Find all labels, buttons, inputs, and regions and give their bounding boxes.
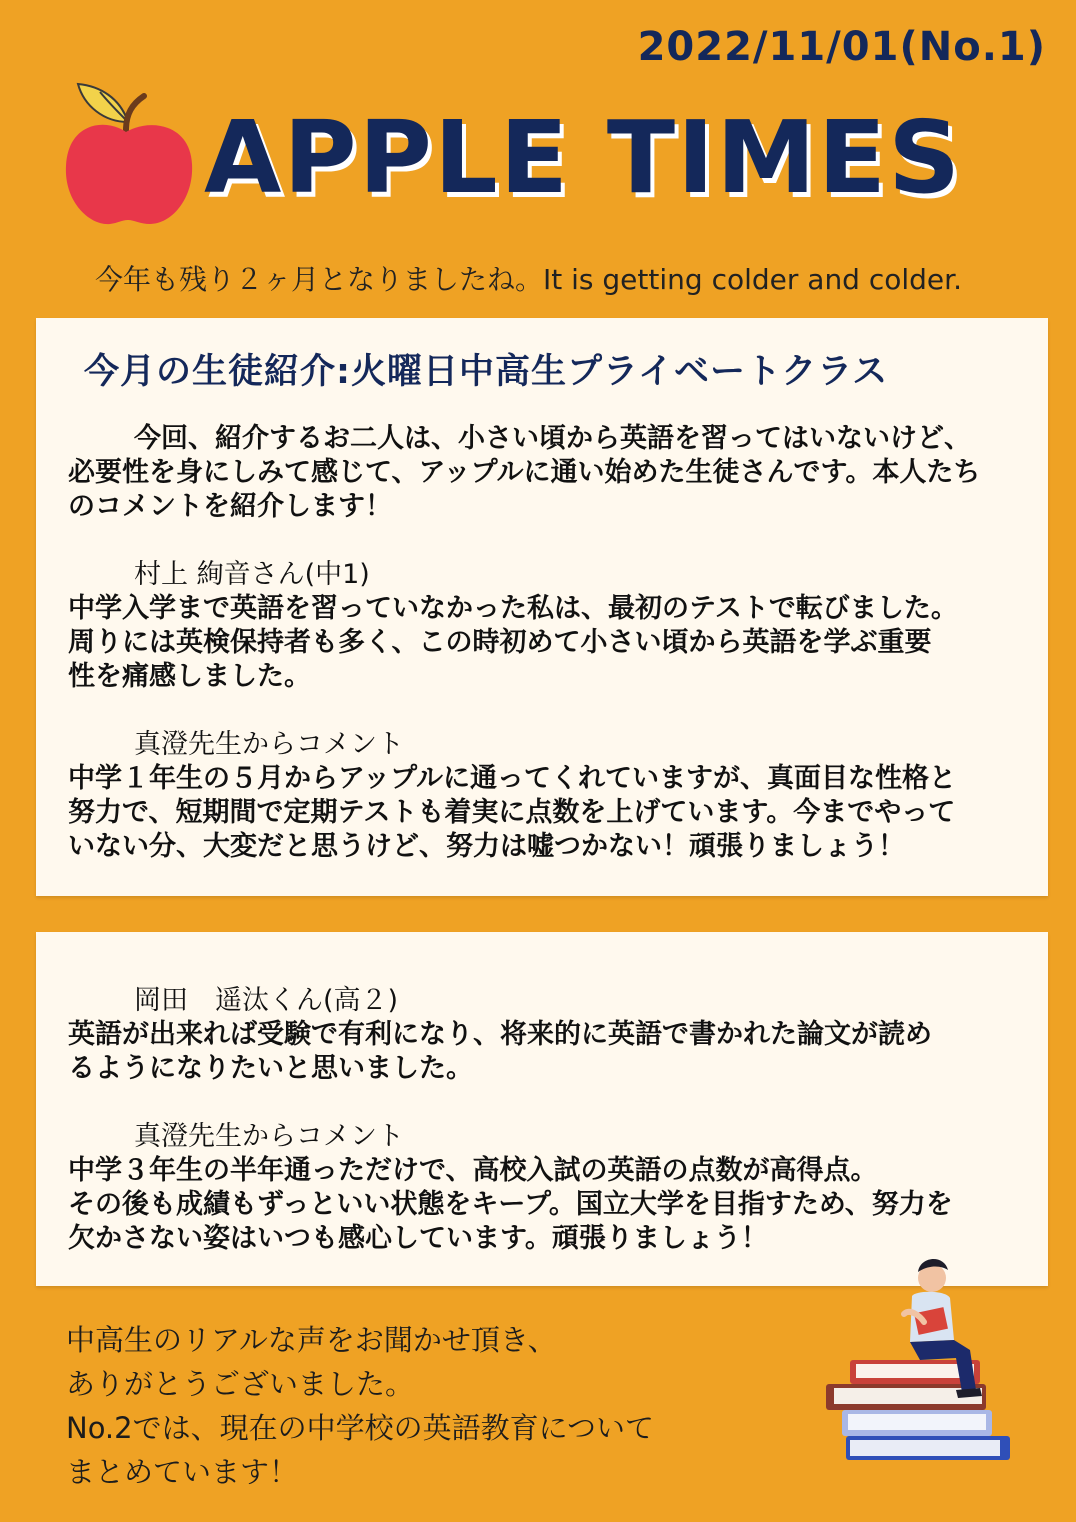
reading-student-illustration bbox=[820, 1250, 1020, 1470]
subtitle: 今年も残り２ヶ月となりましたね。It is getting colder and colder. bbox=[95, 263, 963, 296]
intro-line: 必要性を身にしみて感じて、アップルに通い始めた生徒さんです。本人たち bbox=[68, 457, 981, 488]
student-comment-line: 中学入学まで英語を習っていなかった私は、最初のテストで転びました。 bbox=[68, 593, 958, 624]
teacher-comment-line: 努力で、短期間で定期テストも着実に点数を上げています。今までやって bbox=[68, 797, 956, 828]
card2-body bbox=[68, 984, 1028, 1256]
issue-date: 2022/11/01(No.1) bbox=[637, 24, 1046, 70]
student-name: 村上 絢音さん(中1) bbox=[134, 559, 370, 590]
student-comment-line: 周りには英検保持者も多く、この時初めて小さい頃から英語を学ぶ重要 bbox=[68, 627, 932, 658]
teacher-comment-label: 真澄先生からコメント bbox=[134, 729, 404, 760]
teacher-comment-line: 中学１年生の５月からアップルに通ってくれていますが、真面目な性格と bbox=[68, 763, 957, 794]
student-introduction-card-1 bbox=[36, 318, 1048, 896]
student-comment-line: 英語が出来れば受験で有利になり、将来的に英語で書かれた論文が読め bbox=[68, 1019, 932, 1050]
closing-line: ありがとうございました。 bbox=[66, 1367, 415, 1401]
teacher-comment-line: その後も成績もずっといい状態をキープ。国立大学を目指すため、努力を bbox=[68, 1189, 953, 1220]
card1-body bbox=[68, 422, 1028, 864]
newsletter-title: APPLE TIMES bbox=[204, 99, 963, 216]
closing-line: No.2では、現在の中学校の英語教育について bbox=[66, 1411, 655, 1445]
apple-icon bbox=[60, 78, 200, 228]
intro-line: のコメントを紹介します！ bbox=[68, 491, 392, 522]
student-comment-line: 性を痛感しました。 bbox=[68, 661, 311, 692]
closing-message bbox=[66, 1318, 654, 1494]
student-name: 岡田 遥汰くん(高２) bbox=[134, 985, 399, 1016]
card-heading: 今月の生徒紹介:火曜日中高生プライベートクラス bbox=[84, 352, 889, 392]
teacher-comment-line: 欠かさない姿はいつも感心しています。頑張りましょう！ bbox=[68, 1223, 768, 1254]
student-introduction-card-2 bbox=[36, 932, 1048, 1286]
intro-line: 今回、紹介するお二人は、小さい頃から英語を習ってはいないけど、 bbox=[134, 423, 971, 454]
closing-line: まとめています！ bbox=[66, 1455, 299, 1489]
closing-line: 中高生のリアルな声をお聞かせ頂き、 bbox=[66, 1323, 557, 1357]
teacher-comment-line: いない分、大変だと思うけど、努力は嘘つかない！頑張りましょう！ bbox=[68, 831, 905, 862]
teacher-comment-label: 真澄先生からコメント bbox=[134, 1121, 404, 1152]
student-comment-line: るようになりたいと思いました。 bbox=[68, 1053, 473, 1084]
teacher-comment-line: 中学３年生の半年通っただけで、高校入試の英語の点数が高得点。 bbox=[68, 1155, 878, 1186]
